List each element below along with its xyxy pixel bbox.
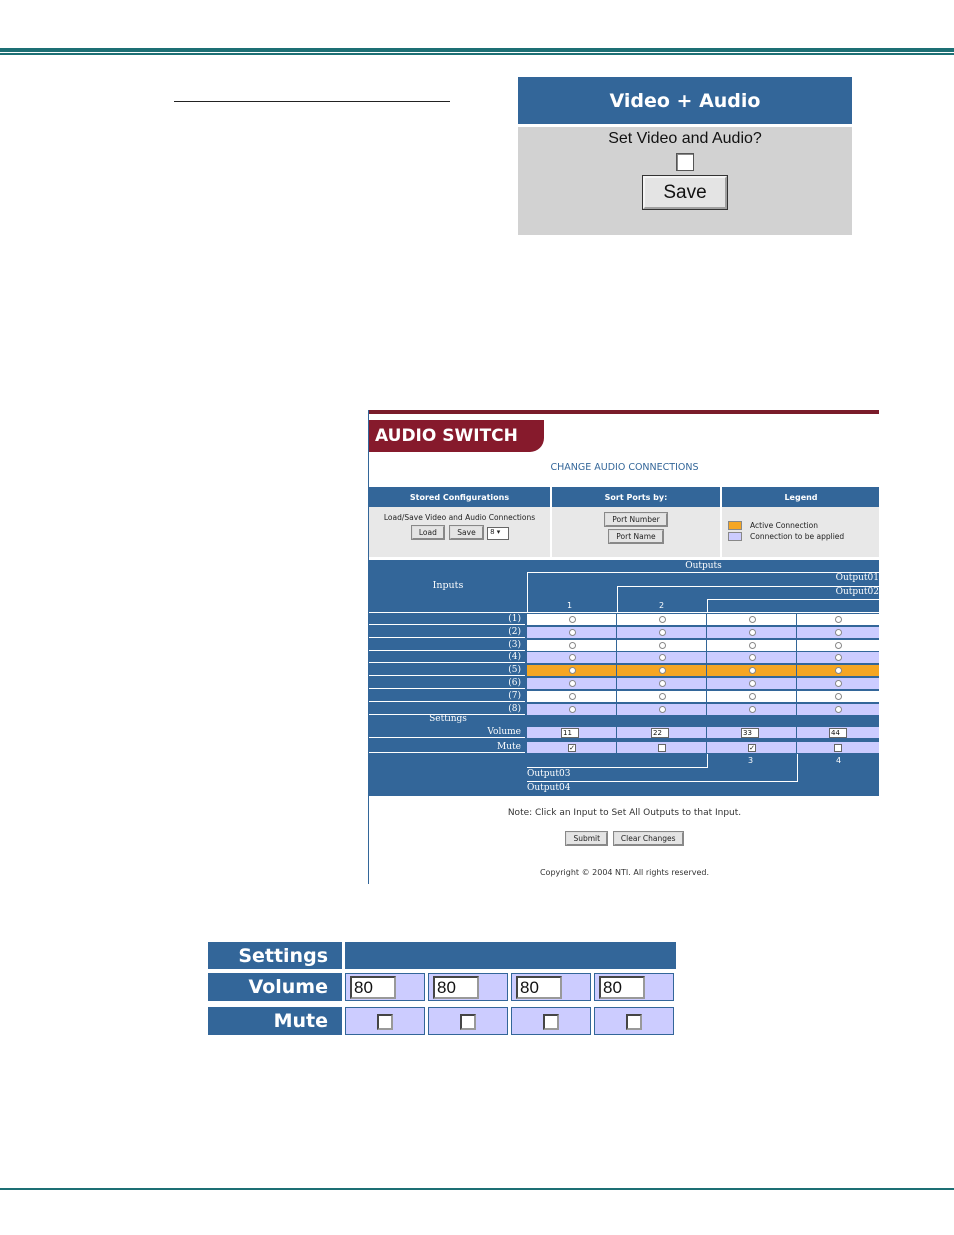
input-label-6[interactable]: (6) <box>369 678 525 689</box>
output04-bracket-side <box>797 754 798 782</box>
connection-radio-in4-out3[interactable] <box>749 654 756 661</box>
connection-cell <box>617 640 707 651</box>
input-row-4 <box>527 652 879 663</box>
grid-volume-input-2[interactable]: 22 <box>651 728 669 738</box>
connection-cell <box>527 652 617 663</box>
audio-switch-screenshot <box>368 410 879 884</box>
pending-connection-swatch <box>728 532 742 541</box>
connection-cell <box>617 665 707 676</box>
output01-bracket <box>527 572 879 573</box>
connection-cell <box>527 691 617 702</box>
output01-label: Output01 <box>835 573 879 583</box>
grid-mute-checkbox-1[interactable]: ✓ <box>569 744 575 752</box>
save-button[interactable]: Save <box>643 176 727 209</box>
volume-label: Volume <box>208 973 342 1001</box>
footer-rule <box>0 1188 954 1190</box>
connection-cell <box>797 640 879 651</box>
output-number-3: 3 <box>748 756 754 765</box>
grid-mute-checkbox-2[interactable] <box>658 744 666 752</box>
input-label-1[interactable]: (1) <box>369 614 525 625</box>
output01-bracket-side <box>527 572 528 612</box>
mute-checkbox-2[interactable] <box>460 1014 476 1030</box>
connection-cell <box>527 665 617 676</box>
output-columns-rule <box>707 599 879 600</box>
legend-panel <box>722 487 879 559</box>
mute-label: Mute <box>208 1007 342 1035</box>
connection-radio-in1-out4[interactable] <box>835 616 842 623</box>
output-number-1: 1 <box>567 601 573 610</box>
connection-radio-in6-out4[interactable] <box>835 680 842 687</box>
sort-ports-panel <box>552 487 720 559</box>
port-number-button[interactable]: Port Number <box>605 513 666 526</box>
connection-radio-in3-out3[interactable] <box>749 642 756 649</box>
mute-row <box>208 1007 676 1035</box>
output04-label: Output04 <box>527 783 571 793</box>
grid-mute-row <box>527 742 879 753</box>
clear-changes-button[interactable]: Clear Changes <box>614 832 683 845</box>
input-label-5[interactable]: (5) <box>369 665 525 676</box>
input-row-1 <box>527 614 879 625</box>
connection-cell <box>617 691 707 702</box>
sort-ports-header: Sort Ports by: <box>552 487 720 507</box>
grid-volume-row <box>527 727 879 738</box>
audio-switch-title: AUDIO SWITCH <box>369 420 544 452</box>
grid-note: Note: Click an Input to Set All Outputs to that Input. <box>507 808 742 818</box>
input-label-3[interactable]: (3) <box>369 640 525 651</box>
grid-mute-checkbox-3[interactable]: ✓ <box>749 744 755 752</box>
settings-header-bar <box>345 942 676 969</box>
legend-header: Legend <box>722 487 879 507</box>
connection-cell <box>797 678 879 689</box>
output02-label: Output02 <box>835 587 879 597</box>
connection-radio-in5-out1[interactable] <box>569 667 576 674</box>
output03-bracket <box>527 767 707 768</box>
audio-switch-topline <box>369 410 879 414</box>
grid-settings-label: Settings <box>429 714 467 724</box>
connection-cell <box>707 678 797 689</box>
video-audio-title: Video + Audio <box>518 77 852 127</box>
header-rule <box>0 48 954 52</box>
connection-radio-in7-out1[interactable] <box>569 693 576 700</box>
input-row-3 <box>527 640 879 651</box>
input-row-7 <box>527 691 879 702</box>
connection-cell <box>527 627 617 638</box>
connection-cell <box>617 704 707 715</box>
output02-bracket-side <box>617 586 618 612</box>
connection-radio-in5-out2[interactable] <box>659 667 666 674</box>
input-label-2[interactable]: (2) <box>369 627 525 638</box>
connection-radio-in2-out3[interactable] <box>749 629 756 636</box>
active-connection-swatch <box>728 521 742 530</box>
connection-radio-in4-out4[interactable] <box>835 654 842 661</box>
load-button[interactable]: Load <box>412 526 444 539</box>
input-row-6 <box>527 678 879 689</box>
connection-cell <box>617 627 707 638</box>
port-name-button[interactable]: Port Name <box>609 530 662 543</box>
volume-input-4[interactable]: 80 <box>599 976 645 999</box>
input-row-2 <box>527 627 879 638</box>
connection-cell <box>707 691 797 702</box>
connection-radio-in8-out1[interactable] <box>569 706 576 713</box>
connection-cell <box>617 614 707 625</box>
connection-cell <box>617 678 707 689</box>
video-audio-question: Set Video and Audio? <box>608 130 762 147</box>
connection-cell <box>527 640 617 651</box>
connection-radio-in6-out1[interactable] <box>569 680 576 687</box>
video-audio-panel <box>518 77 852 235</box>
input-label-7[interactable]: (7) <box>369 691 525 702</box>
input-row-5 <box>527 665 879 676</box>
connection-cell <box>797 665 879 676</box>
chevron-down-icon: ▾ <box>496 527 501 536</box>
input-label-8[interactable]: (8) <box>369 704 525 715</box>
active-connection-label: Active Connection <box>750 521 819 530</box>
connection-cell <box>707 627 797 638</box>
input-row-8 <box>527 704 879 715</box>
output-columns-rule-side <box>707 599 708 612</box>
connection-radio-in6-out3[interactable] <box>749 680 756 687</box>
connection-radio-in5-out3[interactable] <box>749 667 756 674</box>
volume-input-3[interactable]: 80 <box>516 976 562 999</box>
config-save-button[interactable]: Save <box>450 526 482 539</box>
connection-radio-in8-out4[interactable] <box>835 706 842 713</box>
volume-input-1[interactable]: 80 <box>350 976 396 999</box>
connection-radio-in4-out1[interactable] <box>569 654 576 661</box>
output03-bracket-side <box>707 754 708 768</box>
connection-cell <box>707 614 797 625</box>
submit-button[interactable]: Submit <box>566 832 607 845</box>
grid-mute-checkbox-4[interactable] <box>834 744 842 752</box>
output03-label: Output03 <box>527 769 571 779</box>
connection-cell <box>527 704 617 715</box>
connection-radio-in8-out2[interactable] <box>659 706 666 713</box>
connection-radio-in8-out3[interactable] <box>749 706 756 713</box>
connection-radio-in2-out2[interactable] <box>659 629 666 636</box>
mute-checkbox-4[interactable] <box>626 1014 642 1030</box>
connection-cell <box>527 614 617 625</box>
connection-radio-in7-out2[interactable] <box>659 693 666 700</box>
connection-cell <box>707 640 797 651</box>
output-number-4: 4 <box>836 756 842 765</box>
connection-cell <box>707 665 797 676</box>
grid-volume-input-3[interactable]: 33 <box>741 728 759 738</box>
connection-cell <box>797 652 879 663</box>
pending-connection-label: Connection to be applied <box>750 532 845 541</box>
connection-radio-in7-out3[interactable] <box>749 693 756 700</box>
audio-switch-subtitle: CHANGE AUDIO CONNECTIONS <box>550 462 699 473</box>
connection-radio-in4-out2[interactable] <box>659 654 666 661</box>
connection-cell <box>617 652 707 663</box>
connection-radio-in6-out2[interactable] <box>659 680 666 687</box>
input-label-4[interactable]: (4) <box>369 652 525 663</box>
connection-cell <box>707 704 797 715</box>
heading-underline <box>174 101 450 102</box>
connection-cell <box>707 652 797 663</box>
copyright-text: Copyright © 2004 NTI. All rights reserved. <box>539 868 710 877</box>
stored-config-caption: Load/Save Video and Audio Connections <box>383 513 536 522</box>
settings-header-row <box>208 942 676 970</box>
volume-row <box>208 973 676 1001</box>
connection-radio-in1-out2[interactable] <box>659 616 666 623</box>
connection-radio-in1-out3[interactable] <box>749 616 756 623</box>
connection-radio-in3-out1[interactable] <box>569 642 576 649</box>
connection-radio-in2-out4[interactable] <box>835 629 842 636</box>
connection-radio-in3-out4[interactable] <box>835 642 842 649</box>
output04-bracket <box>527 781 797 782</box>
header-rule-thin <box>0 53 954 55</box>
outputs-label: Outputs <box>685 561 722 571</box>
mute-checkbox-3[interactable] <box>543 1014 559 1030</box>
inputs-label: Inputs <box>432 580 464 591</box>
connection-cell <box>527 678 617 689</box>
config-slot-value: 8 <box>490 527 495 536</box>
stored-config-header: Stored Configurations <box>369 487 550 507</box>
connection-grid <box>369 560 879 796</box>
grid-mute-label: Mute <box>369 742 525 753</box>
grid-volume-input-1[interactable]: 11 <box>561 728 579 738</box>
config-slot-select[interactable] <box>487 527 509 540</box>
connection-radio-in5-out4[interactable] <box>835 667 842 674</box>
connection-cell <box>797 704 879 715</box>
connection-radio-in3-out2[interactable] <box>659 642 666 649</box>
connection-cell <box>797 627 879 638</box>
connection-radio-in2-out1[interactable] <box>569 629 576 636</box>
stored-config-panel <box>369 487 550 559</box>
grid-header-rule <box>369 612 879 613</box>
grid-volume-input-4[interactable]: 44 <box>829 728 847 738</box>
video-audio-checkbox[interactable] <box>676 153 694 171</box>
mute-checkbox-1[interactable] <box>377 1014 393 1030</box>
grid-volume-label: Volume <box>369 727 525 738</box>
connection-cell <box>797 614 879 625</box>
connection-radio-in7-out4[interactable] <box>835 693 842 700</box>
output-number-2: 2 <box>659 601 665 610</box>
connection-radio-in1-out1[interactable] <box>569 616 576 623</box>
connection-cell <box>797 691 879 702</box>
volume-input-2[interactable]: 80 <box>433 976 479 999</box>
settings-label: Settings <box>208 942 342 969</box>
